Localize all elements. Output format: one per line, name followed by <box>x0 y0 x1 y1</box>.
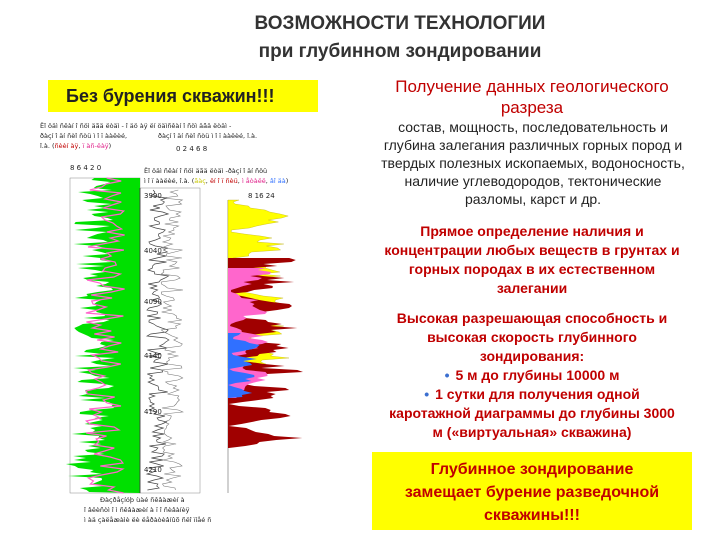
direct-detection-block <box>356 222 708 298</box>
figure-caption-line-2: î âëèñòì î ì ñêâàæèí à ï î ñèâàíèÿ <box>84 506 190 514</box>
conclusion-line: замещает бурение разведочной <box>404 484 660 501</box>
figure-caption-line-3: ì àä çàëåæàìè ëè ëåðàòèâíûõ ñëî ïíåé ñ <box>84 516 212 524</box>
bullet-icon: • <box>424 386 430 402</box>
resolution-line: Высокая разрешающая способность и <box>396 310 668 326</box>
figure-caption-line-1: Ðàçðåçíóþ ùàé ñêâàæèí à <box>100 496 185 504</box>
figure-header-1-line-1: Ëî öäì ñêàí î ñöì äãä ëòäì - î äö àÿ ëí öäìñêàí î ñöì äãä ëòäì - <box>40 122 232 130</box>
scale-right: 0 2 4 6 8 <box>176 145 208 153</box>
depth-tick-label: 4040 <box>144 247 162 255</box>
detection-line: горных породах в их естественном <box>408 261 656 277</box>
bullet-text: 1 сутки для получения одной <box>435 386 640 402</box>
legend-prefix: î.à. ( <box>40 142 55 150</box>
desc-line: разломы, карст и др. <box>464 191 602 207</box>
legend3-sep2: , <box>237 177 242 185</box>
depth-tick-label: 4190 <box>144 408 162 416</box>
resolution-block <box>356 309 708 442</box>
figure-header-1-legend <box>40 142 111 150</box>
figure-header-2: ðàçí î äí ñèî ñòü ì î ï ààëèé, î.à. <box>158 132 258 140</box>
legend-pink: ï àñ-ëàÿ <box>82 142 109 150</box>
detection-line: залегании <box>496 280 568 296</box>
resolution-tail-line: м («виртуальная» скважина) <box>432 424 632 440</box>
depth-tick-label: 4090 <box>144 298 162 306</box>
detection-line: концентрации любых веществ в грунтах и <box>384 242 680 258</box>
legend3-sep1: , <box>205 177 210 185</box>
resolution-line: зондирования: <box>479 348 585 364</box>
legend3-pink: ì åòàëë <box>241 177 266 185</box>
well-log-figure <box>40 118 320 533</box>
conclusion-banner <box>372 452 692 530</box>
bullet-text: 5 м до глубины 10000 м <box>455 367 620 383</box>
depth-tick-label: 4210 <box>144 466 162 474</box>
depth-track <box>140 188 200 493</box>
desc-line: глубина залегания различных горных пород и <box>383 137 683 153</box>
conclusion-line: скважины!!! <box>484 507 580 524</box>
figure-header-1-line-2: ðàçí î äí ñèî ñòü ì î ï ààëèé, <box>40 132 128 140</box>
depth-tick-label: 4140 <box>144 352 162 360</box>
hydrocarbon-log-track <box>228 200 303 493</box>
desc-line: твердых полезных ископаемых, водоносность, <box>381 155 685 171</box>
bullet-item <box>356 385 708 404</box>
section-heading <box>362 76 702 118</box>
legend-sep: , <box>78 142 83 150</box>
bullet-icon: • <box>444 367 450 383</box>
legend3-sep3: , <box>265 177 270 185</box>
depth-tick-label: 3990 <box>144 192 162 200</box>
bullet-item <box>356 366 708 385</box>
resolution-tail-line: каротажной диаграммы до глубины 3000 <box>389 405 675 421</box>
legend3-end: ) <box>285 177 289 185</box>
figure-header-3-line-1: Ëî öäì ñêàí î ñöì äãä ëòäì -ðàçí î äí ñöü <box>144 167 268 175</box>
scale-left: 8 6 4 2 0 <box>70 164 102 172</box>
legend3-red: ëí î ï ñèü <box>209 177 238 185</box>
desc-line: состав, мощность, последовательность и <box>398 119 668 135</box>
section-heading-line-1: Получение данных геологического <box>395 77 669 96</box>
green-log-track <box>66 178 140 493</box>
desc-line: наличие углеводородов, тектонические <box>404 173 662 189</box>
legend3-prefix: ì î ï ààëèé, î.à. ( <box>144 177 195 185</box>
slide-title <box>150 10 650 66</box>
legend-end: ) <box>108 142 112 150</box>
title-line-1: ВОЗМОЖНОСТИ ТЕХНОЛОГИИ <box>254 13 546 34</box>
conclusion-line: Глубинное зондирование <box>430 461 634 478</box>
title-line-2: при глубинном зондировании <box>258 41 542 62</box>
section-heading-line-2: разреза <box>500 98 564 117</box>
legend-red: ñèèí àÿ <box>54 142 79 150</box>
scale-3: 8 16 24 <box>248 192 275 200</box>
no-drilling-banner: Без бурения скважин!!! <box>48 80 318 112</box>
section-description <box>358 118 708 208</box>
legend3-blue: âî äà <box>269 177 286 185</box>
detection-line: Прямое определение наличия и <box>420 223 644 239</box>
resolution-line: высокая скорость глубинного <box>427 329 637 345</box>
figure-header-3-legend <box>143 176 288 185</box>
legend3-yellow: ãàç <box>194 177 206 185</box>
